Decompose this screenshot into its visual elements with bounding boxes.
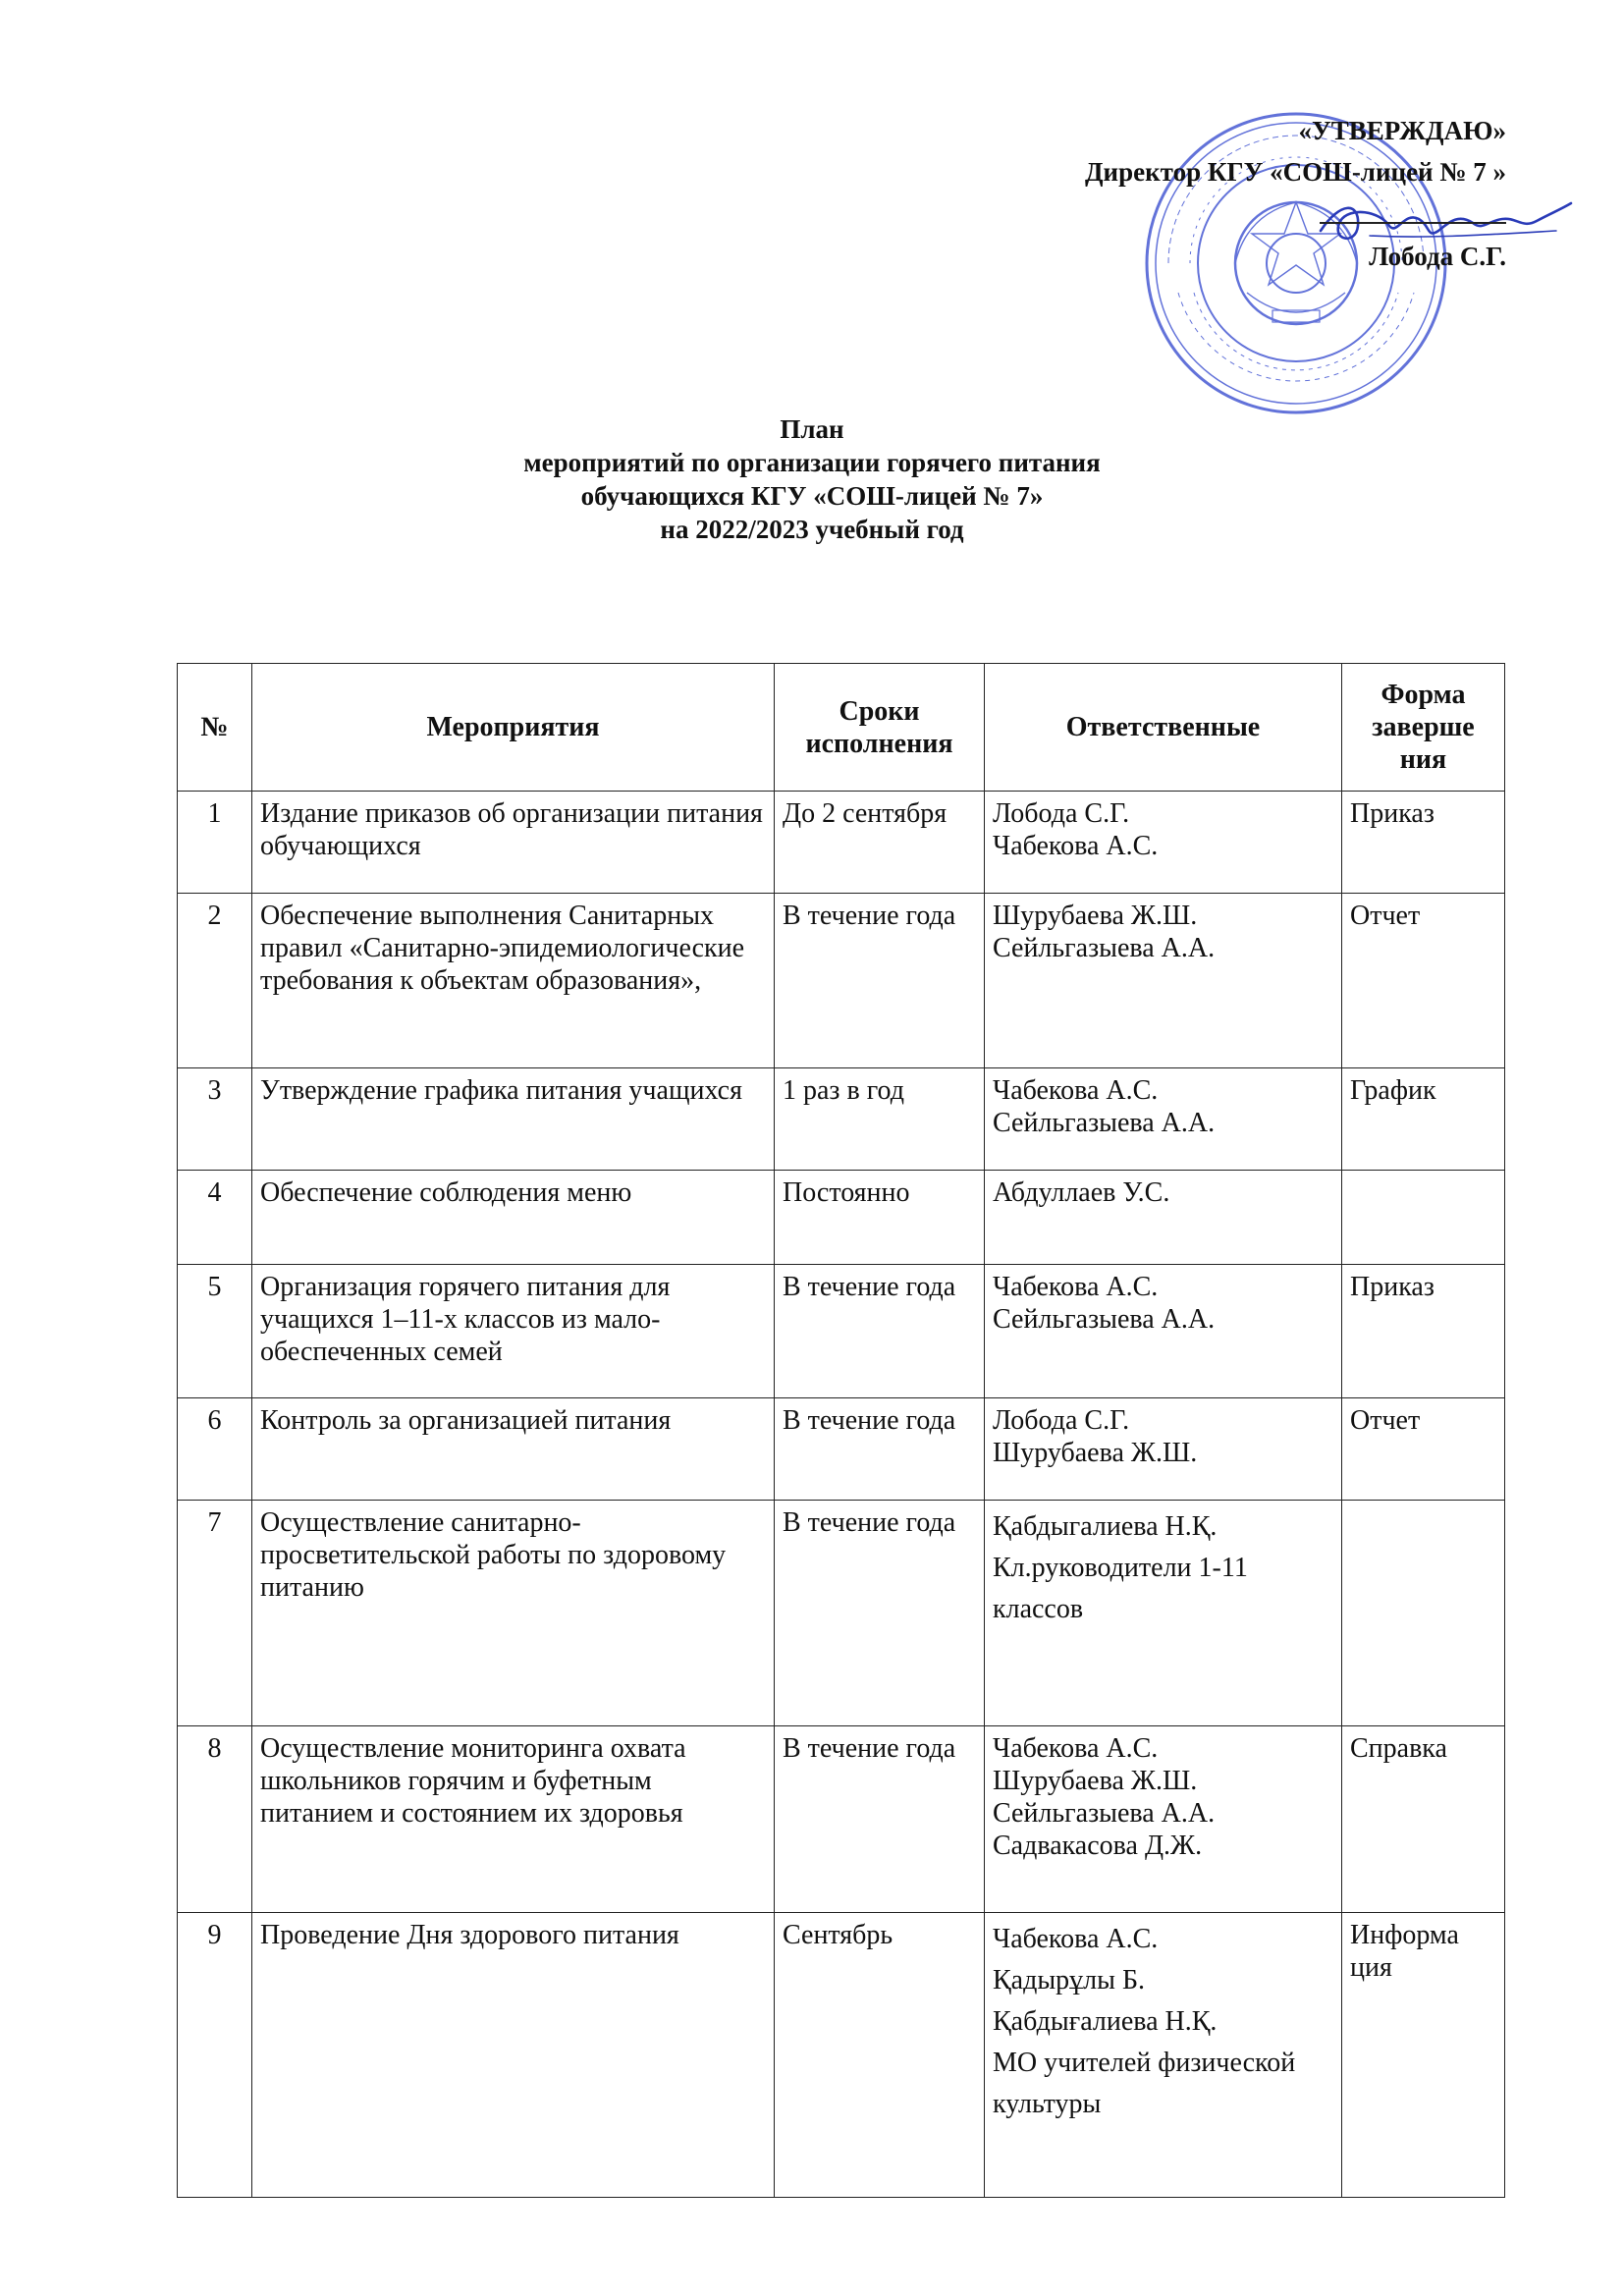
row-deadline: В течение года (775, 1726, 985, 1913)
row-form: Отчет (1342, 1398, 1505, 1501)
header-deadline: Сроки исполнения (775, 664, 985, 792)
responsible-person: Кл.руководители 1-11 классов (993, 1553, 1248, 1624)
director-position: Директор КГУ «СОШ-лицей № 7 » (1084, 157, 1506, 187)
row-deadline: В течение года (775, 1398, 985, 1501)
row-num: 7 (178, 1501, 252, 1726)
responsible-person: МО учителей физической культуры (993, 2048, 1296, 2119)
responsible-person: Сейльгазыева А.А. (993, 933, 1216, 963)
row-deadline: До 2 сентября (775, 792, 985, 894)
responsible-person: Сейльгазыева А.А. (993, 1304, 1216, 1335)
row-event: Обеспечение соблюдения меню (252, 1171, 775, 1265)
row-event: Проведение Дня здорового питания (252, 1913, 775, 2198)
row-responsible (985, 792, 1342, 894)
row-responsible (985, 1265, 1342, 1398)
row-num: 9 (178, 1913, 252, 2198)
table-row (178, 1726, 1505, 1913)
responsible-person: Чабекова А.С. (993, 1924, 1159, 1954)
signature-line (1085, 192, 1506, 236)
row-deadline: Постоянно (775, 1171, 985, 1265)
row-num: 4 (178, 1171, 252, 1265)
responsible-person: Садвакасова Д.Ж. (993, 1831, 1203, 1861)
row-event: Издание приказов об организации питания обучающихся (252, 792, 775, 894)
row-form (1342, 1171, 1505, 1265)
row-form (1342, 1501, 1505, 1726)
header-form: Форма заверше ния (1342, 664, 1505, 792)
row-responsible (985, 1726, 1342, 1913)
responsible-person: Шурубаева Ж.Ш. (993, 901, 1198, 931)
row-responsible (985, 1501, 1342, 1726)
responsible-person: Сейльгазыева А.А. (993, 1108, 1216, 1138)
row-event: Контроль за организацией питания (252, 1398, 775, 1501)
responsible-person: Қабдыгалиева Н.Қ. (993, 1511, 1218, 1542)
table-header-row (178, 664, 1505, 792)
row-event: Обеспечение выполнения Санитарных правил «Санитарно-эпидемиологические требования к объектам образования», (252, 894, 775, 1068)
header-event: Мероприятия (252, 664, 775, 792)
row-event: Организация горячего питания для учащихся 1–11-х классов из мало-обеспеченных семей (252, 1265, 775, 1398)
row-responsible (985, 1068, 1342, 1171)
row-num: 8 (178, 1726, 252, 1913)
responsible-person: Чабекова А.С. (993, 1272, 1159, 1302)
responsible-person: Чабекова А.С. (993, 831, 1159, 861)
responsible-person: Лобода С.Г. (993, 798, 1130, 829)
row-form: График (1342, 1068, 1505, 1171)
approval-block (1085, 110, 1506, 277)
table-row (178, 1171, 1505, 1265)
row-event: Осуществление санитарно-просветительской работы по здоровому питанию (252, 1501, 775, 1726)
responsible-person: Лобода С.Г. (993, 1405, 1130, 1436)
plan-table (177, 663, 1505, 2198)
approval-heading: «УТВЕРЖДАЮ» (1298, 116, 1506, 145)
table-row (178, 1913, 1505, 2198)
row-deadline: В течение года (775, 1501, 985, 1726)
row-deadline: 1 раз в год (775, 1068, 985, 1171)
header-responsible: Ответственные (985, 664, 1342, 792)
responsible-person: Қадырұлы Б. (993, 1965, 1146, 1995)
responsible-person: Абдуллаев У.С. (993, 1177, 1170, 1208)
row-num: 6 (178, 1398, 252, 1501)
row-deadline: В течение года (775, 1265, 985, 1398)
row-deadline: Сентябрь (775, 1913, 985, 2198)
responsible-person: Чабекова А.С. (993, 1075, 1159, 1106)
responsible-person: Чабекова А.С. (993, 1733, 1159, 1764)
row-form: Справка (1342, 1726, 1505, 1913)
row-num: 2 (178, 894, 252, 1068)
table-row (178, 792, 1505, 894)
row-responsible (985, 1398, 1342, 1501)
responsible-person: Қабдығалиева Н.Қ. (993, 2006, 1218, 2037)
row-form: Приказ (1342, 1265, 1505, 1398)
row-deadline: В течение года (775, 894, 985, 1068)
table-row (178, 1398, 1505, 1501)
row-form: Отчет (1342, 894, 1505, 1068)
table-row (178, 894, 1505, 1068)
row-form: Информа ция (1342, 1913, 1505, 2198)
title-line-4: на 2022/2023 учебный год (660, 515, 964, 544)
row-responsible (985, 1913, 1342, 2198)
row-event: Утверждение графика питания учащихся (252, 1068, 775, 1171)
title-line-1: План (780, 414, 844, 444)
table-row (178, 1501, 1505, 1726)
row-event: Осуществление мониторинга охвата школьников горячим и буфетным питанием и состоянием их здоровья (252, 1726, 775, 1913)
row-num: 5 (178, 1265, 252, 1398)
row-responsible (985, 1171, 1342, 1265)
header-num: № (178, 664, 252, 792)
responsible-person: Сейльгазыева А.А. (993, 1798, 1216, 1829)
responsible-person: Шурубаева Ж.Ш. (993, 1438, 1198, 1468)
table-row (178, 1265, 1505, 1398)
row-num: 3 (178, 1068, 252, 1171)
row-responsible (985, 894, 1342, 1068)
title-line-2: мероприятий по организации горячего питания (523, 448, 1101, 477)
title-line-3: обучающихся КГУ «СОШ-лицей № 7» (580, 481, 1044, 511)
director-name: Лобода С.Г. (1369, 242, 1506, 271)
table-row (178, 1068, 1505, 1171)
row-num: 1 (178, 792, 252, 894)
row-form: Приказ (1342, 792, 1505, 894)
document-title (0, 412, 1624, 546)
responsible-person: Шурубаева Ж.Ш. (993, 1766, 1198, 1796)
